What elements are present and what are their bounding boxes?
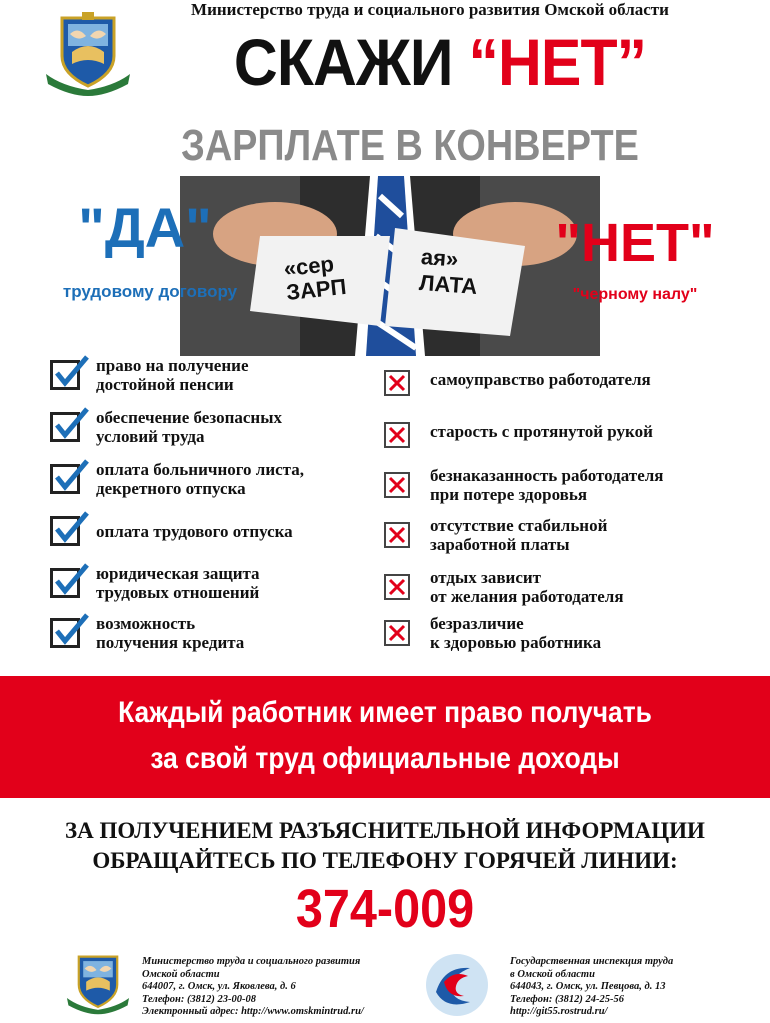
list-item: [384, 568, 724, 612]
checkmark-icon: [50, 516, 80, 546]
list-item: [50, 614, 390, 658]
list-item: [384, 614, 724, 658]
footer-right-line: Телефон: (3812) 24-25-56: [510, 993, 625, 1005]
footer-left-line: 644007, г. Омск, ул. Яковлева, д. 6: [142, 981, 296, 992]
emblem-footer: [64, 952, 132, 1016]
cross-icon: [384, 574, 410, 600]
paper-left-text: «сер ЗАРП: [282, 251, 348, 306]
checkmark-icon: [50, 618, 80, 648]
footer-right-link[interactable]: http://git55.rostrud.ru/: [510, 1006, 608, 1017]
item-text: право на получение достойной пенсии: [96, 356, 249, 394]
cross-icon: [384, 422, 410, 448]
main-title: [182, 22, 697, 102]
list-item: [50, 512, 390, 556]
emblem-top: [42, 12, 134, 98]
yes-title: "ДА": [78, 196, 212, 259]
list-item: [384, 516, 724, 560]
item-text: безразличие к здоровью работника: [430, 614, 602, 652]
subtitle: ЗАРПЛАТЕ В КОНВЕРТЕ: [181, 121, 639, 170]
checkmark-icon: [50, 568, 80, 598]
footer-left-line: Министерство труда и социального развития: [142, 956, 361, 967]
title-black: СКАЖИ: [233, 25, 469, 99]
hotline-phone: 374-009: [295, 879, 475, 939]
cross-icon: [384, 472, 410, 498]
info-line-1: ЗА ПОЛУЧЕНИЕМ РАЗЪЯСНИТЕЛЬНОЙ ИНФОРМАЦИИ: [65, 818, 705, 843]
footer-left-line: Телефон: (3812) 23-00-08: [142, 993, 257, 1005]
footer-right-line: 644043, г. Омск, ул. Певцова, д. 13: [510, 981, 666, 992]
item-text: возможность получения кредита: [96, 614, 245, 652]
banner-line-2: за свой труд официальные доходы: [150, 742, 620, 775]
list-item: [384, 364, 724, 408]
list-item: [50, 564, 390, 608]
checkmark-icon: [50, 360, 80, 390]
checkmark-icon: [50, 464, 80, 494]
paper-right-text: ая» ЛАТА: [418, 244, 479, 299]
list-item: [384, 466, 724, 510]
footer-right-line: в Омской области: [510, 968, 595, 980]
labor-inspection-logo: [424, 952, 490, 1018]
item-text: оплата больничного листа, декретного отпуска: [96, 460, 304, 498]
cross-icon: [384, 522, 410, 548]
footer-left-link[interactable]: Электронный адрес: http://www.omskmintrud.ru/: [142, 1006, 364, 1017]
list-item: [50, 408, 390, 452]
footer-left-contacts: [142, 956, 412, 1019]
info-line-2: ОБРАЩАЙТЕСЬ ПО ТЕЛЕФОНУ ГОРЯЧЕЙ ЛИНИИ:: [92, 848, 678, 873]
item-text: отсутствие стабильной заработной платы: [430, 516, 608, 554]
cross-icon: [384, 620, 410, 646]
no-subtitle: "черному налу": [572, 286, 698, 303]
ministry-header: Министерство труда и социального развития Омской области: [191, 0, 669, 19]
item-text: отдых зависит от желания работодателя: [430, 568, 624, 606]
footer-left-line: Омской области: [142, 968, 220, 980]
banner-line-1: Каждый работник имеет право получать: [118, 696, 652, 729]
item-text: юридическая защита трудовых отношений: [96, 564, 260, 602]
footer-right-contacts: [510, 956, 750, 1019]
cross-icon: [384, 370, 410, 396]
yes-subtitle: трудовому договору: [62, 282, 238, 301]
no-title: "НЕТ": [555, 213, 715, 273]
banner-text: [46, 690, 724, 782]
title-red: “НЕТ”: [468, 25, 647, 99]
item-text: самоуправство работодателя: [430, 370, 651, 389]
item-text: оплата трудового отпуска: [96, 522, 293, 541]
item-text: старость с протянутой рукой: [430, 422, 653, 441]
hotline-info: [0, 816, 770, 876]
item-text: безнаказанность работодателя при потере здоровья: [430, 466, 664, 504]
list-item: [384, 416, 724, 460]
list-item: [50, 356, 390, 400]
footer-right-line: Государственная инспекция труда: [510, 956, 674, 967]
list-item: [50, 460, 390, 504]
checkmark-icon: [50, 412, 80, 442]
item-text: обеспечение безопасных условий труда: [96, 408, 282, 446]
